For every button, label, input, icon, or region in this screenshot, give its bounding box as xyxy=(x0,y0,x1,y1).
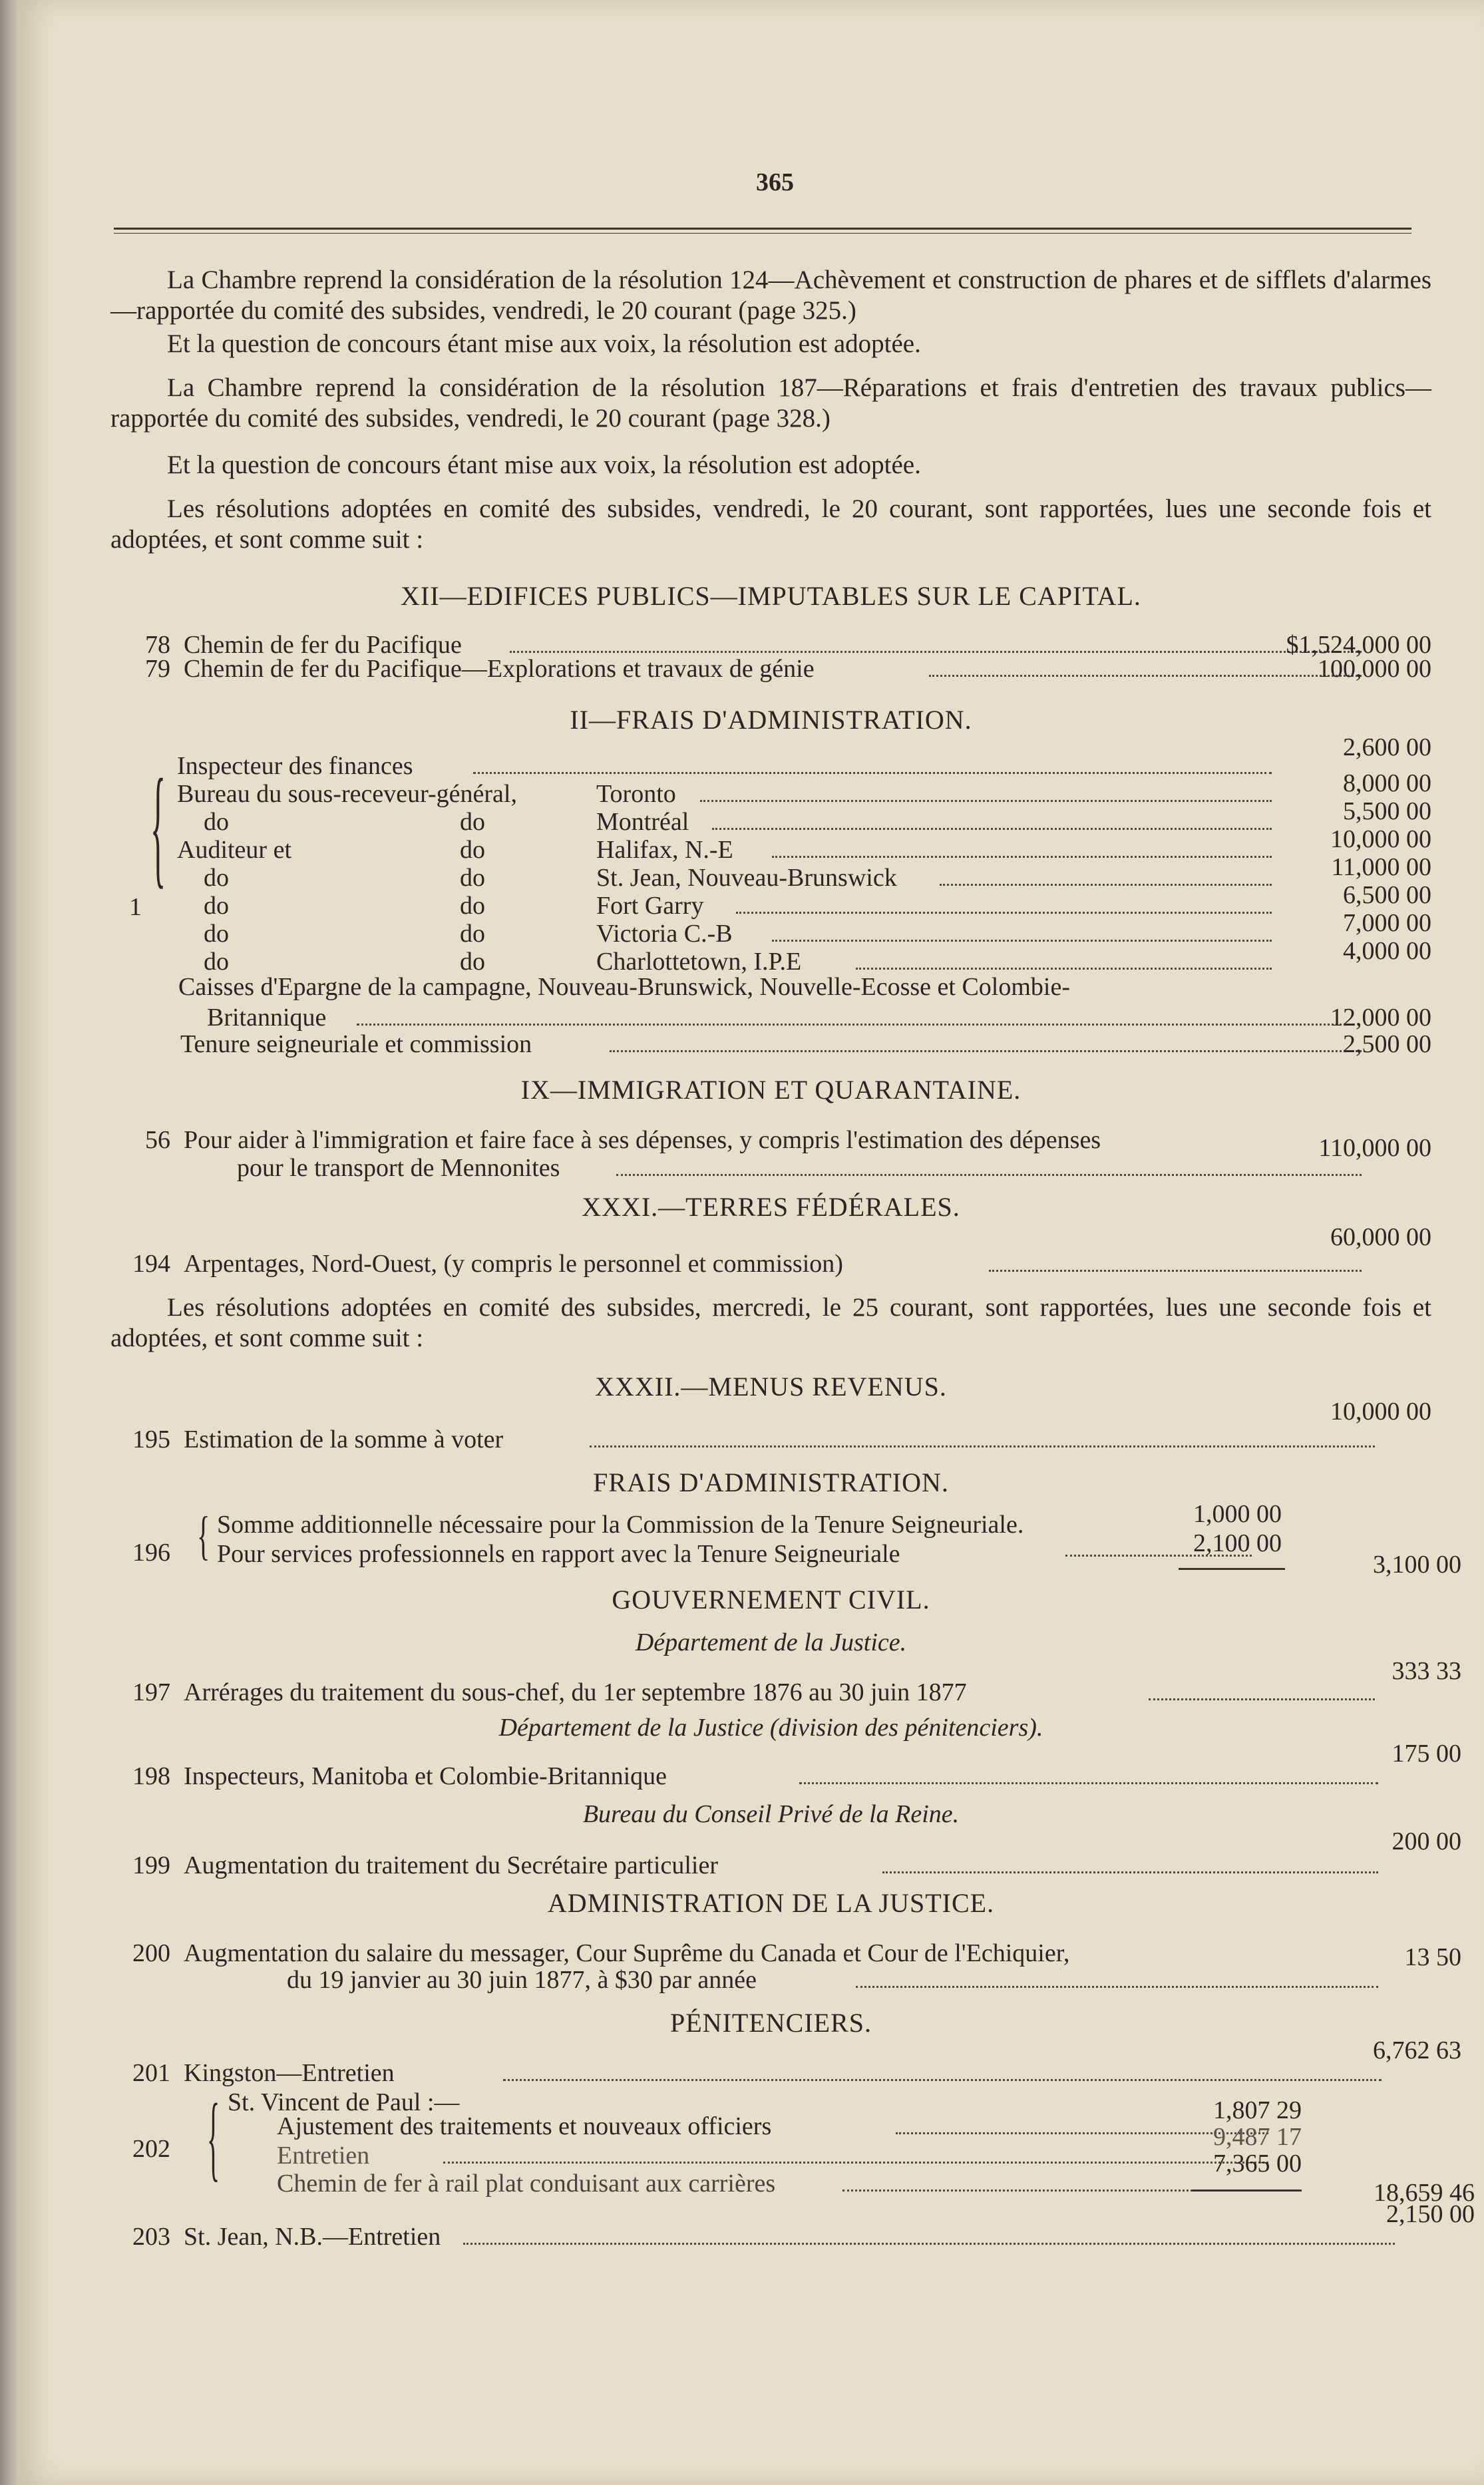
admin-row-ditto: do xyxy=(460,808,485,836)
item-202-amount-2: 9,487 17 xyxy=(1213,2123,1302,2151)
leader-dots xyxy=(503,2079,1382,2081)
item-196-subtotal-rule xyxy=(1179,1568,1285,1570)
admin-row-office: do xyxy=(204,920,229,948)
leader-dots xyxy=(989,1270,1362,1272)
admin-row-amount: 6,500 00 xyxy=(1343,881,1431,909)
heading-frais-administration-2: FRAIS D'ADMINISTRATION. xyxy=(593,1467,949,1497)
leader-dots xyxy=(700,800,1272,802)
paragraph-resolutions-wednesday: Les résolutions adoptées en comité des subsides, mercredi, le 25 courant, sont rapportées, lues une seconde fois et adoptées, et sont comme suit : xyxy=(110,1293,1431,1352)
item-description: Chemin de fer du Pacifique xyxy=(184,631,462,659)
item-number: 200 xyxy=(132,1939,170,1967)
admin-row-amount: 10,000 00 xyxy=(1330,825,1431,853)
leader-dots xyxy=(736,912,1272,914)
admin-row xyxy=(110,769,1431,809)
item-199-amount: 200 00 xyxy=(1391,1827,1461,1855)
leader-dots xyxy=(443,2162,1268,2164)
admin-brace: { xyxy=(150,753,166,902)
leader-dots xyxy=(856,968,1272,970)
item-number: 78 xyxy=(145,631,170,659)
admin-row xyxy=(110,825,1431,865)
admin-group-number: 1 xyxy=(129,893,142,921)
item-202-line-2: Entretien xyxy=(277,2142,370,2170)
item-196-amount-1: 1,000 00 xyxy=(1193,1500,1282,1528)
admin-row xyxy=(110,853,1431,893)
leader-dots xyxy=(610,1050,1362,1052)
item-amount: 100,000 00 xyxy=(1318,655,1431,683)
item-number: 202 xyxy=(132,2135,170,2163)
item-196-brace: { xyxy=(197,1505,210,1565)
leader-dots xyxy=(772,856,1272,858)
admin-row-ditto: do xyxy=(460,892,485,920)
item-197-amount: 333 33 xyxy=(1391,1657,1461,1685)
item-196-line-1: Somme additionnelle nécessaire pour la Commission de la Tenure Seigneuriale. xyxy=(217,1511,1024,1539)
item-199 xyxy=(110,1850,1431,1881)
item-196-amount-2: 2,100 00 xyxy=(1193,1529,1282,1557)
item-202-head: St. Vincent de Paul :— xyxy=(228,2088,460,2116)
tenure-row xyxy=(110,1029,1431,1059)
admin-row-amount: 11,000 00 xyxy=(1331,853,1431,881)
tenure-label: Tenure seigneuriale et commission xyxy=(180,1030,532,1058)
item-194 xyxy=(110,1248,1431,1279)
header-rule-thin xyxy=(114,233,1411,234)
admin-row-ditto: do xyxy=(460,836,485,864)
item-203-amount: 2,150 00 xyxy=(1386,2200,1475,2228)
item-202-line-1: Ajustement des traitements et nouveaux officiers xyxy=(277,2112,772,2140)
item-195-amount: 10,000 00 xyxy=(1330,1398,1431,1426)
heading-menus-revenus: XXXII.—MENUS REVENUS. xyxy=(595,1372,947,1402)
leader-dots xyxy=(799,1782,1378,1784)
item-56-amount: 110,000 00 xyxy=(1318,1134,1431,1162)
paragraph-resolution-124: La Chambre reprend la considération de la résolution 124—Achèvement et construction de phares et de sifflets d'alarmes—rapportée du comité des subsides, vendredi, le 20 courant (page 325.) xyxy=(110,266,1431,325)
admin-row xyxy=(110,881,1431,921)
leader-dots xyxy=(856,1986,1378,1988)
item-197 xyxy=(110,1677,1431,1708)
admin-row-location: St. Jean, Nouveau-Brunswick xyxy=(596,864,897,892)
item-number: 198 xyxy=(132,1762,170,1790)
item-number: 201 xyxy=(132,2059,170,2087)
item-200-amount: 13 50 xyxy=(1404,1943,1461,1971)
item-description: Estimation de la somme à voter xyxy=(184,1426,504,1453)
heading-edifices-publics: XII—EDIFICES PUBLICS—IMPUTABLES SUR LE CAPITAL. xyxy=(401,581,1141,611)
admin-row-location: Halifax, N.-E xyxy=(596,836,733,864)
item-description-1: Pour aider à l'immigration et faire face à ses dépenses, y compris l'estimation des dépenses xyxy=(184,1126,1101,1154)
admin-row xyxy=(110,909,1431,949)
heading-terres-federales: XXXI.—TERRES FÉDÉRALES. xyxy=(582,1192,960,1222)
item-number: 199 xyxy=(132,1851,170,1879)
item-number: 195 xyxy=(132,1426,170,1453)
item-description: Arrérages du traitement du sous-chef, du 1er septembre 1876 au 30 juin 1877 xyxy=(184,1678,967,1706)
page-number: 365 xyxy=(756,168,794,196)
item-201-amount: 6,762 63 xyxy=(1373,2036,1461,2064)
admin-row-ditto: do xyxy=(460,948,485,976)
admin-row-office: Bureau du sous-receveur-général, xyxy=(177,780,517,808)
item-number: 196 xyxy=(132,1539,170,1567)
leader-dots xyxy=(463,2243,1395,2245)
paragraph-resolution-187: La Chambre reprend la considération de la résolution 187—Réparations et frais d'entretien des travaux publics—rapportée du comité des subsides, vendredi, le 20 courant (page 328.) xyxy=(110,373,1431,433)
item-198-amount: 175 00 xyxy=(1391,1740,1461,1768)
heading-conseil-prive: Bureau du Conseil Privé de la Reine. xyxy=(582,1800,960,1828)
admin-row xyxy=(110,797,1431,837)
item-56-line-2 xyxy=(110,1153,1431,1183)
header-rule xyxy=(114,228,1411,230)
admin-row-location: Montréal xyxy=(596,808,689,836)
leader-dots xyxy=(590,1445,1375,1447)
item-79 xyxy=(110,654,1431,684)
item-description-2: du 19 janvier au 30 juin 1877, à $30 par année xyxy=(287,1966,757,1994)
caisses-line-2: Britannique xyxy=(207,1004,327,1032)
item-195 xyxy=(110,1424,1431,1455)
admin-row xyxy=(110,733,1431,781)
admin-row-office: do xyxy=(204,892,229,920)
admin-row-office: Auditeur et xyxy=(177,836,292,864)
admin-row-amount: 8,000 00 xyxy=(1343,769,1431,797)
item-description: Inspecteurs, Manitoba et Colombie-Britannique xyxy=(184,1762,667,1790)
leader-dots xyxy=(712,828,1272,830)
item-description-2: pour le transport de Mennonites xyxy=(237,1154,560,1182)
admin-row-amount: 4,000 00 xyxy=(1343,937,1431,965)
item-number: 56 xyxy=(145,1126,170,1154)
heading-gouvernement-civil: GOUVERNEMENT CIVIL. xyxy=(612,1585,930,1615)
paragraph-concurrence-1: Et la question de concours étant mise aux voix, la résolution est adoptée. xyxy=(167,329,921,358)
leader-dots xyxy=(1149,1698,1375,1700)
item-amount: $1,524,000 00 xyxy=(1286,631,1431,659)
admin-row-office: do xyxy=(204,808,229,836)
admin-row-amount: 2,600 00 xyxy=(1343,733,1431,761)
tenure-amount: 2,500 00 xyxy=(1343,1030,1431,1058)
admin-row-amount: 5,500 00 xyxy=(1343,797,1431,825)
heading-penitenciers: PÉNITENCIERS. xyxy=(670,2008,872,2038)
admin-row-office: do xyxy=(204,864,229,892)
admin-row-location: Charlottetown, I.P.E xyxy=(596,948,802,976)
leader-dots xyxy=(940,884,1272,886)
item-description: Arpentages, Nord-Ouest, (y compris le personnel et commission) xyxy=(184,1250,843,1278)
leader-dots xyxy=(882,1871,1378,1873)
item-196-total: 3,100 00 xyxy=(1373,1551,1461,1579)
admin-row-ditto: do xyxy=(460,920,485,948)
item-56 xyxy=(110,1125,1431,1155)
admin-row-office: do xyxy=(204,948,229,976)
item-number: 197 xyxy=(132,1678,170,1706)
item-202-amount-1: 1,807 29 xyxy=(1213,2096,1302,2124)
item-201 xyxy=(110,2058,1431,2088)
item-description: Augmentation du traitement du Secrétaire particulier xyxy=(184,1851,718,1879)
item-number: 203 xyxy=(132,2223,170,2251)
item-203 xyxy=(110,2221,1431,2252)
leader-dots xyxy=(510,651,1362,653)
document-page xyxy=(17,0,1484,2485)
heading-departement-justice-penitenciers: Département de la Justice (division des pénitenciers). xyxy=(498,1714,1043,1742)
admin-row-location: Victoria C.-B xyxy=(596,920,733,948)
item-202-amount-3: 7,365 00 xyxy=(1213,2150,1302,2178)
item-202-line-3: Chemin de fer à rail plat conduisant aux carrières xyxy=(277,2170,776,2198)
admin-row-location: Toronto xyxy=(596,780,676,808)
leader-dots xyxy=(357,1024,1355,1026)
item-description: St. Jean, N.B.—Entretien xyxy=(184,2223,441,2251)
item-description: Chemin de fer du Pacifique—Explorations et travaux de génie xyxy=(184,655,815,683)
item-196-line-2: Pour services professionnels en rapport avec la Tenure Seigneuriale xyxy=(217,1540,900,1568)
item-198 xyxy=(110,1761,1431,1792)
admin-row-office: Inspecteur des finances xyxy=(177,752,413,780)
leader-dots xyxy=(772,940,1272,942)
admin-row-ditto: do xyxy=(460,864,485,892)
item-number: 79 xyxy=(145,655,170,683)
item-194-amount: 60,000 00 xyxy=(1330,1223,1431,1251)
item-200-line-2 xyxy=(110,1965,1431,1995)
admin-row-amount: 7,000 00 xyxy=(1343,909,1431,937)
paragraph-resolutions-friday: Les résolutions adoptées en comité des subsides, vendredi, le 20 courant, sont rapportées, lues une seconde fois et adoptées, et sont comme suit : xyxy=(110,494,1431,554)
item-number: 194 xyxy=(132,1250,170,1278)
leader-dots xyxy=(616,1174,1362,1176)
heading-immigration: IX—IMMIGRATION ET QUARANTAINE. xyxy=(520,1075,1021,1105)
item-202-brace: { xyxy=(207,2083,220,2191)
heading-frais-administration: II—FRAIS D'ADMINISTRATION. xyxy=(570,705,972,735)
item-202-total: 18,659 46 xyxy=(1374,2179,1475,2207)
item-description: Kingston—Entretien xyxy=(184,2059,395,2087)
caisses-amount: 12,000 00 xyxy=(1330,1004,1431,1032)
leader-dots xyxy=(473,772,1272,774)
heading-departement-justice: Département de la Justice. xyxy=(635,1628,907,1656)
paragraph-concurrence-2: Et la question de concours étant mise aux voix, la résolution est adoptée. xyxy=(167,451,921,479)
item-description-1: Augmentation du salaire du messager, Cour Suprême du Canada et Cour de l'Echiquier, xyxy=(184,1939,1070,1967)
book-binding-edge xyxy=(0,0,17,2485)
caisses-line-1: Caisses d'Epargne de la campagne, Nouveau-Brunswick, Nouvelle-Ecosse et Colombie- xyxy=(178,973,1070,1001)
admin-row-location: Fort Garry xyxy=(596,892,704,920)
heading-administration-justice: ADMINISTRATION DE LA JUSTICE. xyxy=(547,1888,995,1918)
